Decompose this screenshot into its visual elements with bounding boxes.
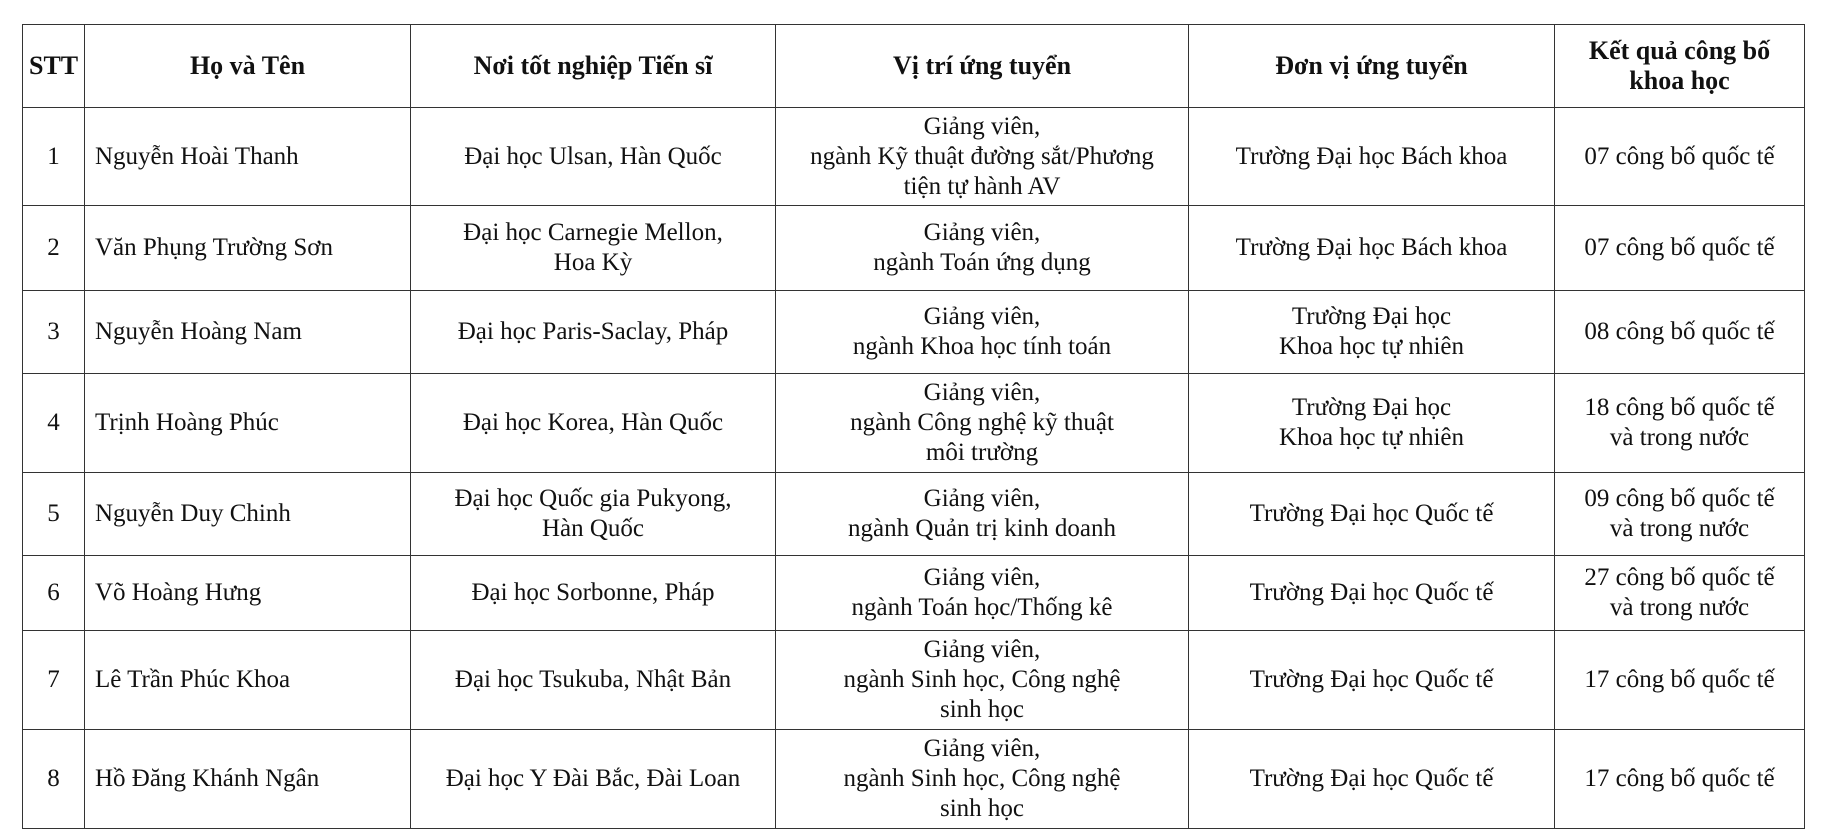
cell-name: Võ Hoàng Hưng	[85, 556, 411, 631]
cell-result: 18 công bố quốc tế và trong nước	[1555, 374, 1805, 473]
cell-position: Giảng viên, ngành Toán ứng dụng	[776, 206, 1189, 291]
cell-name: Văn Phụng Trường Sơn	[85, 206, 411, 291]
cell-graduated: Đại học Y Đài Bắc, Đài Loan	[411, 730, 776, 829]
cell-name: Nguyễn Hoài Thanh	[85, 108, 411, 206]
cell-stt: 1	[23, 108, 85, 206]
cell-unit: Trường Đại học Quốc tế	[1189, 631, 1555, 730]
cell-result: 09 công bố quốc tế và trong nước	[1555, 473, 1805, 556]
cell-graduated: Đại học Tsukuba, Nhật Bản	[411, 631, 776, 730]
header-graduated: Nơi tốt nghiệp Tiến sĩ	[411, 25, 776, 108]
table-row	[23, 291, 1805, 374]
cell-stt: 8	[23, 730, 85, 829]
cell-name: Trịnh Hoàng Phúc	[85, 374, 411, 473]
table-body	[23, 108, 1805, 829]
table-row	[23, 730, 1805, 829]
cell-result: 07 công bố quốc tế	[1555, 108, 1805, 206]
cell-stt: 3	[23, 291, 85, 374]
cell-unit: Trường Đại học Bách khoa	[1189, 108, 1555, 206]
cell-unit: Trường Đại học Khoa học tự nhiên	[1189, 374, 1555, 473]
table-row	[23, 206, 1805, 291]
cell-graduated: Đại học Carnegie Mellon, Hoa Kỳ	[411, 206, 776, 291]
cell-name: Nguyễn Hoàng Nam	[85, 291, 411, 374]
cell-graduated: Đại học Korea, Hàn Quốc	[411, 374, 776, 473]
table-row	[23, 374, 1805, 473]
cell-name: Lê Trần Phúc Khoa	[85, 631, 411, 730]
cell-position: Giảng viên, ngành Toán học/Thống kê	[776, 556, 1189, 631]
candidates-table-container	[22, 24, 1805, 829]
cell-unit: Trường Đại học Khoa học tự nhiên	[1189, 291, 1555, 374]
cell-unit: Trường Đại học Quốc tế	[1189, 473, 1555, 556]
table-row	[23, 108, 1805, 206]
table-header	[23, 25, 1805, 108]
cell-result: 17 công bố quốc tế	[1555, 631, 1805, 730]
cell-name: Nguyễn Duy Chinh	[85, 473, 411, 556]
candidates-table	[22, 24, 1805, 829]
cell-graduated: Đại học Ulsan, Hàn Quốc	[411, 108, 776, 206]
cell-result: 27 công bố quốc tế và trong nước	[1555, 556, 1805, 631]
header-stt: STT	[23, 25, 85, 108]
cell-graduated: Đại học Paris-Saclay, Pháp	[411, 291, 776, 374]
table-row	[23, 556, 1805, 631]
cell-position: Giảng viên, ngành Sinh học, Công nghệ sinh học	[776, 730, 1189, 829]
cell-graduated: Đại học Sorbonne, Pháp	[411, 556, 776, 631]
header-row	[23, 25, 1805, 108]
cell-result: 07 công bố quốc tế	[1555, 206, 1805, 291]
table-row	[23, 631, 1805, 730]
cell-position: Giảng viên, ngành Khoa học tính toán	[776, 291, 1189, 374]
cell-position: Giảng viên, ngành Kỹ thuật đường sắt/Phương tiện tự hành AV	[776, 108, 1189, 206]
cell-position: Giảng viên, ngành Công nghệ kỹ thuật môi trường	[776, 374, 1189, 473]
cell-position: Giảng viên, ngành Sinh học, Công nghệ sinh học	[776, 631, 1189, 730]
cell-stt: 4	[23, 374, 85, 473]
header-name: Họ và Tên	[85, 25, 411, 108]
cell-stt: 2	[23, 206, 85, 291]
cell-name: Hồ Đăng Khánh Ngân	[85, 730, 411, 829]
header-result: Kết quả công bố khoa học	[1555, 25, 1805, 108]
cell-unit: Trường Đại học Bách khoa	[1189, 206, 1555, 291]
cell-result: 08 công bố quốc tế	[1555, 291, 1805, 374]
cell-graduated: Đại học Quốc gia Pukyong, Hàn Quốc	[411, 473, 776, 556]
cell-unit: Trường Đại học Quốc tế	[1189, 556, 1555, 631]
cell-result: 17 công bố quốc tế	[1555, 730, 1805, 829]
header-unit: Đơn vị ứng tuyển	[1189, 25, 1555, 108]
cell-position: Giảng viên, ngành Quản trị kinh doanh	[776, 473, 1189, 556]
cell-stt: 7	[23, 631, 85, 730]
header-position: Vị trí ứng tuyển	[776, 25, 1189, 108]
table-row	[23, 473, 1805, 556]
cell-stt: 6	[23, 556, 85, 631]
cell-unit: Trường Đại học Quốc tế	[1189, 730, 1555, 829]
cell-stt: 5	[23, 473, 85, 556]
